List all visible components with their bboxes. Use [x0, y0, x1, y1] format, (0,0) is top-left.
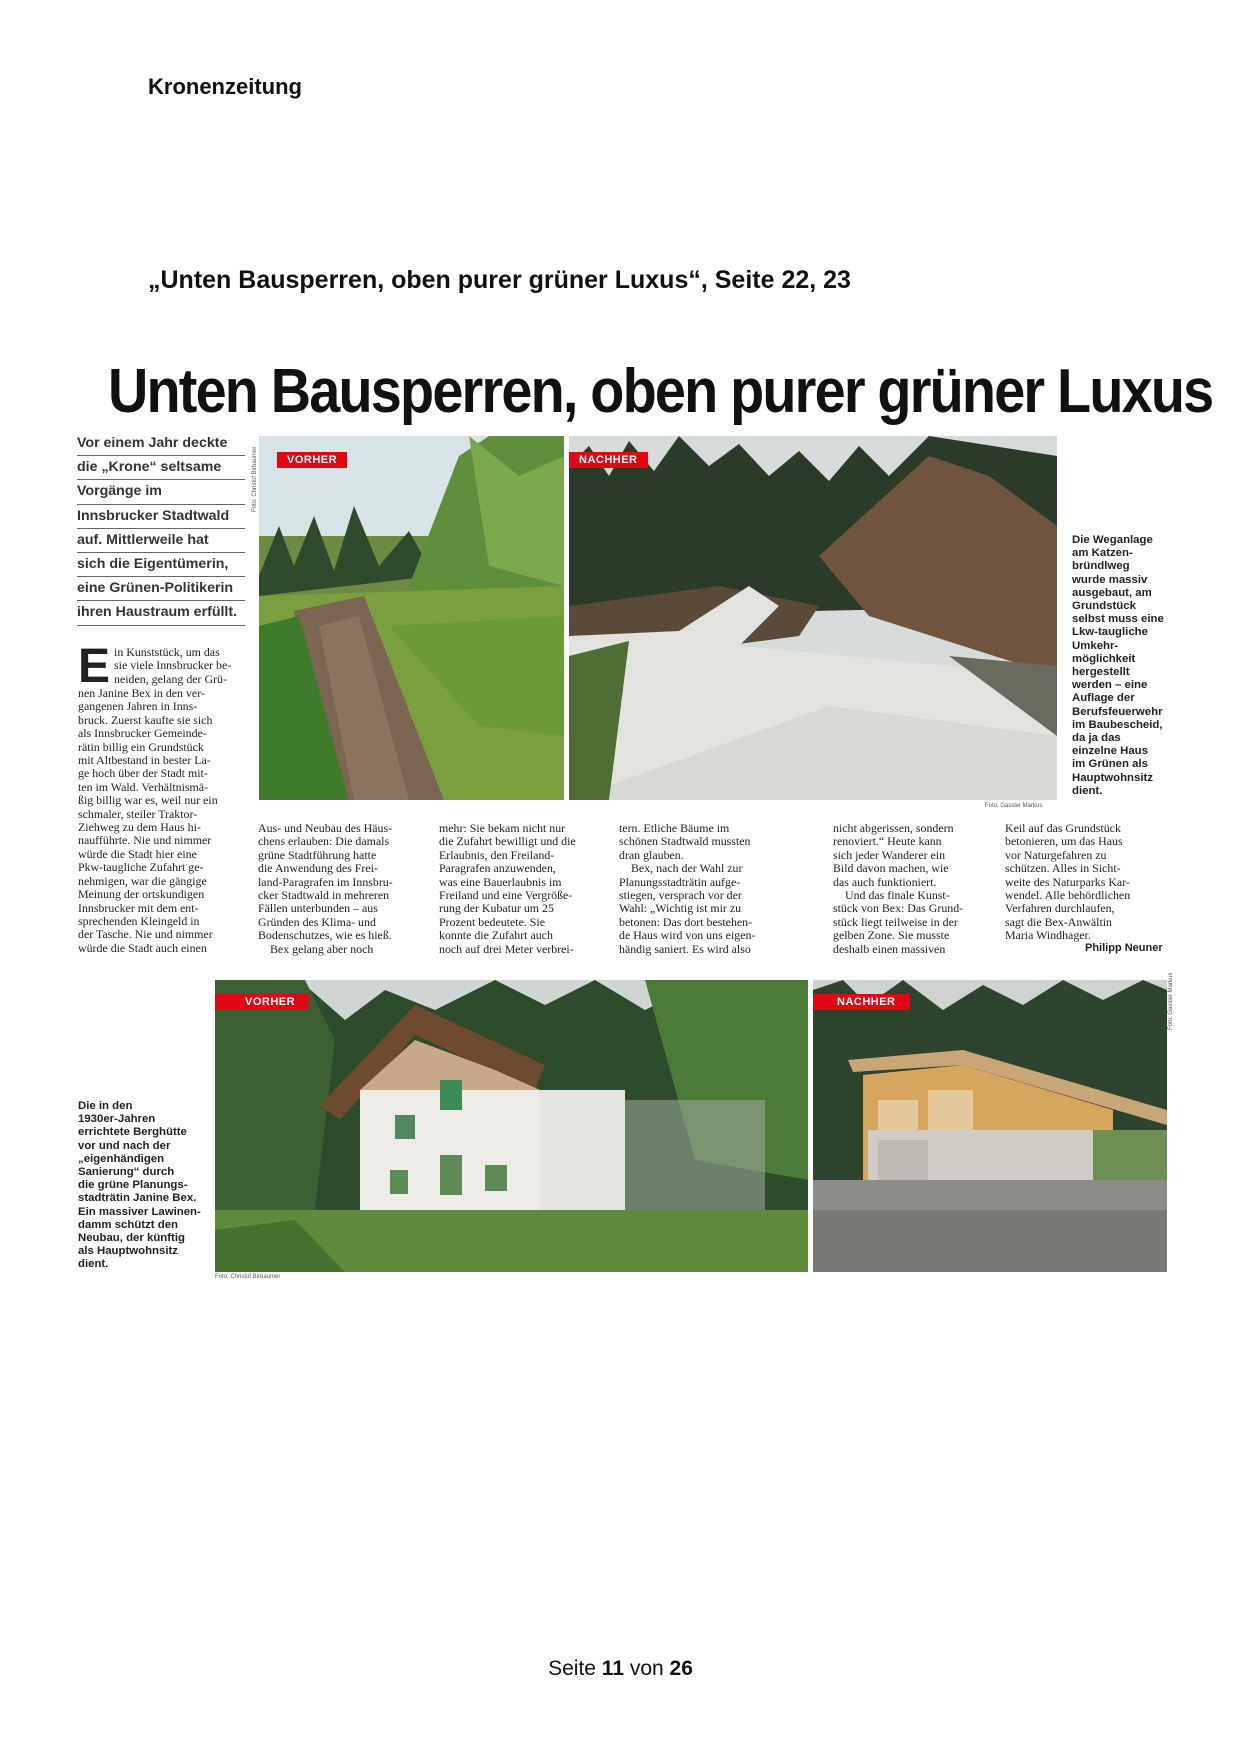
- text-line: Bex gelang aber noch: [270, 941, 374, 956]
- text-line: schützen. Alles in Sicht-: [1005, 861, 1121, 876]
- caption-line: bründlweg: [1072, 560, 1130, 573]
- text-line: chens erlauben: Die damals: [258, 834, 390, 849]
- caption-line: einzelne Haus: [1072, 745, 1148, 758]
- caption-line: Sanierung“ durch: [78, 1166, 175, 1179]
- text-line: grüne Stadtführung hatte: [258, 847, 377, 862]
- caption-line: Lkw-taugliche: [1072, 626, 1148, 639]
- caption-line: Berufsfeuerwehr: [1072, 705, 1163, 718]
- text-line: nehmigen, war die gängige: [78, 873, 207, 888]
- caption-line: möglichkeit: [1072, 652, 1136, 665]
- text-line: nicht abgerissen, sondern: [833, 821, 954, 835]
- article-column-5: [833, 822, 993, 956]
- text-line: tern. Etliche Bäume im: [619, 821, 730, 835]
- caption-line: am Katzen-: [1072, 547, 1133, 560]
- lead-line: ihren Haustraum erfüllt.: [77, 601, 245, 625]
- text-line: stück von Bex: Das Grund-: [833, 901, 964, 916]
- article-column-2: [258, 822, 424, 956]
- text-line: ge hoch über der Stadt mit-: [78, 766, 208, 781]
- caption-line: im Baubescheid,: [1072, 718, 1163, 731]
- text-line: Innsbrucker mit dem ent-: [78, 900, 199, 915]
- caption-line: damm schützt den: [78, 1218, 178, 1231]
- article-byline: Philipp Neuner: [1085, 942, 1163, 954]
- caption-line: Die Weganlage: [1072, 534, 1153, 546]
- text-line: rätin billig ein Grundstück: [78, 739, 204, 754]
- article-column-4: [619, 822, 785, 956]
- text-line: würde die Stadt auch einen: [78, 940, 207, 955]
- before-tag: VORHER: [215, 994, 309, 1010]
- text-line: betonieren, um das Haus: [1005, 834, 1123, 849]
- after-tag: NACHHER: [569, 452, 648, 468]
- text-line: Meinung der ortskundigen: [78, 887, 205, 902]
- caption-line: dient.: [1072, 784, 1103, 797]
- text-line: renoviert.“ Heute kann: [833, 834, 942, 849]
- text-line: gangenen Jahren in Inns-: [78, 699, 198, 714]
- caption-line: Hauptwohnsitz: [1072, 771, 1153, 784]
- text-line: Aus- und Neubau des Häus-: [258, 821, 393, 835]
- text-line: sagt die Bex-Anwältin: [1005, 914, 1112, 929]
- caption-line: dient.: [78, 1258, 109, 1271]
- caption-line: werden – eine: [1072, 679, 1148, 692]
- photo-credit: Foto: Gassler Markus: [1168, 972, 1174, 1030]
- text-line: Und das finale Kunst-: [845, 888, 950, 903]
- publication-name: Kronenzeitung: [148, 74, 302, 99]
- text-line: deshalb einen massiven: [833, 941, 946, 956]
- text-line: schmaler, steiler Traktor-: [78, 806, 198, 821]
- text-line: händig saniert. Es wird also: [619, 941, 751, 956]
- lead-line: die „Krone“ seltsame: [77, 456, 245, 480]
- photo-hut-before: [215, 980, 808, 1272]
- text-line: in Kunststück, um das: [114, 645, 220, 659]
- text-line: stiegen, versprach vor der: [619, 888, 742, 903]
- lead-line: auf. Mittlerweile hat: [77, 529, 245, 553]
- footer-middle: von: [624, 1657, 670, 1680]
- caption-line: errichtete Berghütte: [78, 1126, 187, 1139]
- caption-line: selbst muss eine: [1072, 613, 1164, 626]
- text-line: vor Naturgefahren zu: [1005, 847, 1107, 862]
- text-line: Bild davon machen, wie: [833, 861, 949, 876]
- page-number: 11: [601, 1657, 624, 1680]
- text-line: sich jeder Wanderer ein: [833, 847, 946, 862]
- caption-line: Grundstück: [1072, 600, 1136, 613]
- caption-line: die grüne Planungs-: [78, 1179, 188, 1192]
- drop-cap: E: [78, 640, 111, 693]
- caption-line: da ja das: [1072, 732, 1121, 745]
- photo-credit: Foto: Gassler Markus: [985, 803, 1043, 809]
- lead-line: Vor einem Jahr deckte: [77, 432, 245, 456]
- text-line: nen Janine Bex in den ver-: [78, 686, 205, 700]
- text-line: Keil auf das Grundstück: [1005, 821, 1121, 835]
- caption-line: vor und nach der: [78, 1139, 171, 1152]
- text-line: Gründen des Klima- und: [258, 914, 376, 929]
- caption-line: Auflage der: [1072, 692, 1135, 705]
- footer-prefix: Seite: [548, 1657, 602, 1680]
- text-line: das auch funktioniert.: [833, 874, 937, 889]
- text-line: ßig billig war es, weil nur ein: [78, 793, 218, 808]
- text-line: wendel. Alle behördlichen: [1005, 888, 1131, 903]
- text-line: Planungsstadträtin aufge-: [619, 874, 741, 889]
- lead-line: eine Grünen-Politikerin: [77, 577, 245, 601]
- article-lead: [77, 432, 245, 626]
- article-column-6: [1005, 822, 1169, 943]
- text-line: mit Altbestand in bester La-: [78, 753, 211, 768]
- caption-line: „eigenhändigen: [78, 1152, 165, 1165]
- caption-line: im Grünen als: [1072, 758, 1148, 771]
- text-line: was eine Bauerlaubnis im: [439, 874, 562, 889]
- text-line: ten im Wald. Verhältnismä-: [78, 779, 209, 794]
- text-line: sie viele Innsbrucker be-: [114, 658, 232, 673]
- text-line: rung der Kubatur um 25: [439, 901, 554, 916]
- page-footer: [0, 1657, 1241, 1681]
- text-line: noch auf drei Meter verbrei-: [439, 941, 574, 956]
- text-line: Bex, nach der Wahl zur: [631, 861, 743, 876]
- document-title: „Unten Bausperren, oben purer grüner Luxus“, Seite 22, 23: [148, 266, 851, 294]
- text-line: Erlaubnis, den Freiland-: [439, 847, 555, 862]
- caption-line: Neubau, der künftig: [78, 1232, 185, 1245]
- after-tag: NACHHER: [813, 994, 910, 1010]
- photo-caption-hut: [78, 1100, 201, 1272]
- photo-credit: Foto: Christof Birbaumer: [252, 446, 258, 512]
- text-line: Pkw-taugliche Zufahrt ge-: [78, 860, 204, 875]
- text-line: Bodenschutzes, wie es hieß.: [258, 928, 392, 943]
- text-line: schönen Stadtwald mussten: [619, 834, 751, 849]
- text-line: konnte die Zufahrt auch: [439, 928, 553, 943]
- page-total: 26: [669, 1657, 693, 1680]
- text-line: Wahl: „Wichtig ist mir zu: [619, 901, 742, 916]
- caption-line: hergestellt: [1072, 666, 1130, 679]
- lead-line: Vorgänge im: [77, 480, 245, 504]
- caption-line: Ein massiver Lawinen-: [78, 1205, 201, 1218]
- text-line: betonen: Das dort bestehen-: [619, 914, 753, 929]
- text-line: Ziehweg zu dem Haus hi-: [78, 820, 201, 835]
- text-line: sprechenden Kleingeld in: [78, 913, 200, 928]
- article-column-3: [439, 822, 605, 956]
- before-tag: VORHER: [277, 452, 347, 468]
- text-line: als Innsbrucker Gemeinde-: [78, 726, 207, 741]
- lead-line: Innsbrucker Stadtwald: [77, 505, 245, 529]
- text-line: die Zufahrt bewilligt und die: [439, 834, 576, 849]
- text-line: dran glauben.: [619, 847, 684, 862]
- text-line: naufführte. Nie und nimmer: [78, 833, 212, 848]
- text-line: mehr: Sie bekam nicht nur: [439, 821, 566, 835]
- text-line: der Tasche. Nie und nimmer: [78, 927, 213, 942]
- caption-line: wurde massiv: [1072, 573, 1148, 586]
- text-line: bruck. Zuerst kaufte sie sich: [78, 712, 213, 727]
- text-line: Paragrafen anzuwenden,: [439, 861, 556, 876]
- article-column-1: [78, 640, 244, 955]
- text-line: Prozent bedeutete. Sie: [439, 914, 545, 929]
- caption-line: stadträtin Janine Bex.: [78, 1192, 197, 1205]
- text-line: Fällen unterbunden – aus: [258, 901, 378, 916]
- photo-caption-path: [1072, 534, 1164, 798]
- caption-line: Umkehr-: [1072, 639, 1119, 652]
- text-line: cker Stadtwald in mehreren: [258, 888, 390, 903]
- text-line: die Anwendung des Frei-: [258, 861, 378, 876]
- text-line: Freiland und eine Vergröße-: [439, 888, 573, 903]
- text-line: de Haus wird von uns eigen-: [619, 928, 756, 943]
- lead-line: sich die Eigentümerin,: [77, 553, 245, 577]
- caption-line: 1930er-Jahren: [78, 1113, 156, 1126]
- text-line: würde die Stadt hier eine: [78, 846, 197, 861]
- text-line: stück liegt teilweise in der: [833, 914, 958, 929]
- text-line: Maria Windhager.: [1005, 928, 1091, 943]
- text-line: land-Paragrafen im Innsbru-: [258, 874, 393, 889]
- text-line: neiden, gelang der Grü-: [114, 671, 227, 686]
- text-line: Verfahren durchlaufen,: [1005, 901, 1115, 916]
- caption-line: Die in den: [78, 1100, 133, 1112]
- photo-path-after: [569, 436, 1057, 800]
- article-headline: Unten Bausperren, oben purer grüner Luxus: [108, 357, 1213, 426]
- photo-path-before: [259, 436, 564, 800]
- photo-hut-after: [813, 980, 1167, 1272]
- text-line: weite des Naturparks Kar-: [1005, 874, 1130, 889]
- caption-line: ausgebaut, am: [1072, 586, 1152, 599]
- photo-credit: Foto: Christof Birbaumer: [215, 1274, 281, 1280]
- caption-line: als Hauptwohnsitz: [78, 1245, 178, 1258]
- text-line: gelben Zone. Sie musste: [833, 928, 950, 943]
